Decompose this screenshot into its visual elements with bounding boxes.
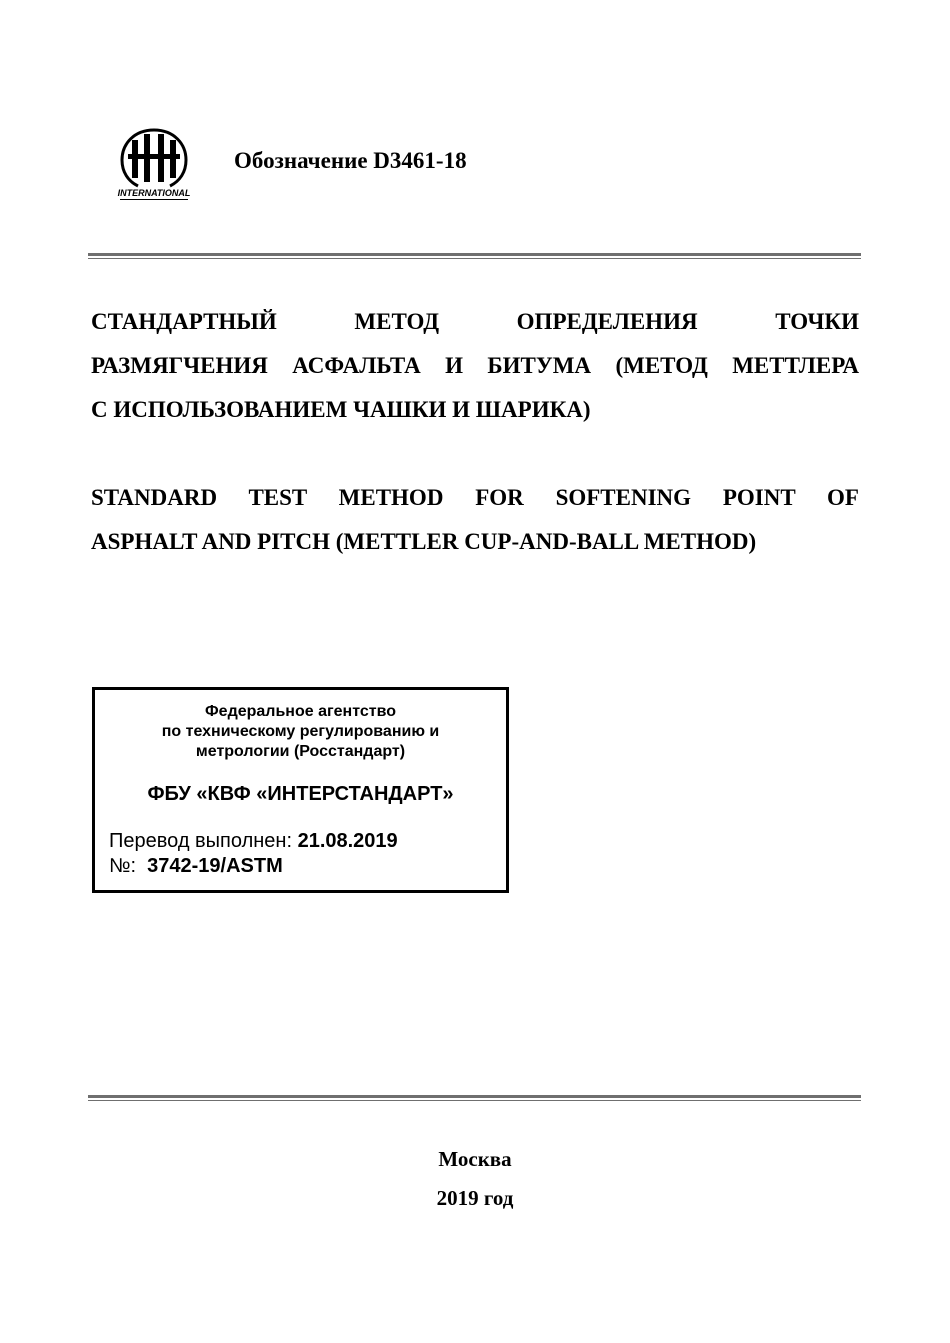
agency-line: по техническому регулированию и (161, 723, 440, 740)
title-russian (91, 300, 859, 432)
translation-date-row (109, 830, 398, 853)
title-english (91, 476, 859, 564)
number-label: №: (109, 855, 137, 877)
agency-line: метрологии (Росстандарт) (195, 743, 406, 760)
agency-line: Федеральное агентство (205, 703, 396, 720)
logo-subtext: INTERNATIONAL (117, 188, 191, 198)
designation: Обозначение D3461-18 (234, 148, 467, 173)
title-ru-line: РАЗМЯГЧЕНИЯ АСФАЛЬТА И БИТУМА (МЕТОД МЕТТЛЕРА (91, 353, 859, 378)
bottom-divider (88, 1095, 861, 1101)
title-ru-line: С ИСПОЛЬЗОВАНИЕМ ЧАШКИ И ШАРИКА) (91, 397, 591, 422)
agency-name (95, 702, 506, 762)
astm-logo (112, 126, 196, 202)
translation-date: 21.08.2019 (297, 830, 398, 852)
year: 2019 год (436, 1186, 514, 1210)
title-en-line: ASPHALT AND PITCH (METTLER CUP-AND-BALL METHOD) (91, 529, 757, 554)
translation-number-row (109, 855, 283, 878)
title-en-line: STANDARD TEST METHOD FOR SOFTENING POINT OF (91, 485, 859, 510)
top-divider (88, 253, 861, 259)
number-value: 3742-19 (147, 855, 221, 877)
translation-stamp (92, 687, 509, 893)
title-ru-line: СТАНДАРТНЫЙ МЕТОД ОПРЕДЕЛЕНИЯ ТОЧКИ (91, 309, 859, 334)
translation-label: Перевод выполнен: (109, 830, 293, 852)
city: Москва (438, 1147, 512, 1171)
number-suffix: /ASTM (220, 855, 283, 877)
organization-name: ФБУ «КВФ «ИНТЕРСТАНДАРТ» (147, 783, 454, 805)
